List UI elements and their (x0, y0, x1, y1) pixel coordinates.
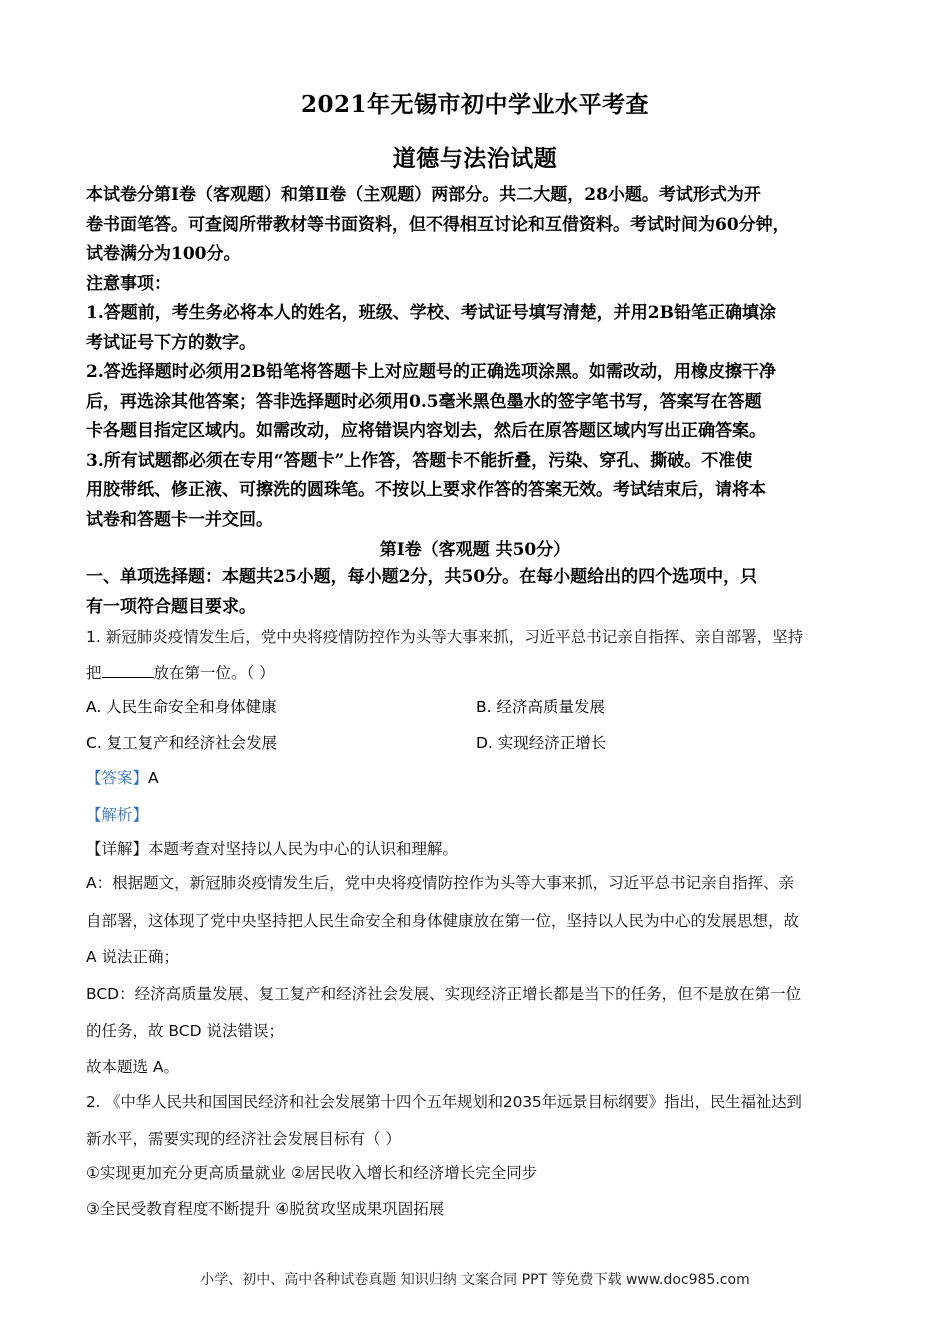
q2-stem-line2: 新水平，需要实现的经济社会发展目标有（ ） (86, 1130, 401, 1148)
q1-option-a: A. 人民生命安全和身体健康 (86, 698, 277, 716)
part-instructions (86, 563, 866, 622)
page-footer: 小学、初中、高中各种试卷真题 知识归纳 文案合同 PPT 等免费下载 www.doc985.com (200, 1272, 750, 1288)
q1-option-c: C. 复工复产和经济社会发展 (86, 734, 278, 752)
intro-block (86, 181, 866, 535)
exam-title: 2021年无锡市初中学业水平考查 (300, 91, 649, 118)
notice-item: 考试证号下方的数字。 (86, 332, 256, 353)
intro-line: 卷书面笔答。可查阅所带教材等书面资料，但不得相互讨论和互借资料。考试时间为60分钟， (86, 214, 790, 235)
part-line: 有一项符合题目要求。 (86, 596, 256, 617)
q1-option-b: B. 经济高质量发展 (476, 698, 605, 716)
q1-stem-post: 放在第一位。（ ） (153, 664, 275, 682)
notice-item: 用胶带纸、修正液、可擦洗的圆珠笔。不按以上要求作答的答案无效。考试结束后，请将本 (86, 480, 766, 500)
detail-line: 【详解】本题考查对坚持以人民为中心的认识和理解。 (86, 840, 459, 858)
q2-items-line1: ①实现更加充分更高质量就业 ②居民收入增长和经济增长完全同步 (86, 1164, 538, 1182)
q1-option-d: D. 实现经济正增长 (476, 734, 607, 752)
intro-line: 试卷满分为100分。 (86, 244, 241, 264)
notice-item: 1.答题前，考生务必将本人的姓名，班级、学校、考试证号填写清楚，并用2B铅笔正确填涂 (86, 303, 776, 323)
intro-line: 本试卷分第Ⅰ卷（客观题）和第Ⅱ卷（主观题）两部分。共二大题，28小题。考试形式为开 (86, 185, 761, 205)
explanation-line: 自部署，这体现了党中央坚持把人民生命安全和身体健康放在第一位，坚持以人民为中心的发展思想，故 (86, 912, 800, 930)
q1-stem-line1: 1. 新冠肺炎疫情发生后，党中央将疫情防控作为头等大事来抓，习近平总书记亲自指挥、亲自部署，坚持 (86, 628, 804, 646)
exam-subtitle: 道德与法治试题 (392, 145, 558, 172)
explanation-line: A 说法正确； (86, 948, 180, 966)
explanation-line: 的任务，故 BCD 说法错误； (86, 1022, 284, 1040)
analysis-label: 【解析】 (86, 806, 149, 824)
part-line: 一、单项选择题：本题共25小题，每小题2分，共50分。在每小题给出的四个选项中，只 (86, 567, 758, 587)
q1-stem-pre: 把 (86, 664, 102, 682)
notice-title: 注意事项： (86, 273, 171, 294)
q2-stem-line1: 2. 《中华人民共和国国民经济和社会发展第十四个五年规划和2035年远景目标纲要》指出，民生福祉达到 (86, 1093, 802, 1111)
notice-item: 3.所有试题都必须在专用“答题卡”上作答，答题卡不能折叠，污染、穿孔、撕破。不准使 (86, 450, 753, 471)
section-title: 第Ⅰ卷（客观题 共50分） (379, 540, 571, 560)
q1-stem-line2 (86, 661, 866, 683)
answer-label: 【答案】 (86, 769, 149, 787)
notice-item: 后，再选涂其他答案；答非选择题时必须用0.5毫米黑色墨水的签字笔书写，答案写在答题 (86, 391, 762, 412)
q2-items-line2: ③全民受教育程度不断提升 ④脱贫攻坚成果巩固拓展 (86, 1200, 445, 1218)
explanation-line: BCD：经济高质量发展、复工复产和经济社会发展、实现经济正增长都是当下的任务，但不是放在第一位 (86, 985, 802, 1003)
answer-value: A (148, 769, 159, 787)
q1-answer (86, 766, 159, 788)
conclusion-line: 故本题选 A。 (86, 1058, 180, 1076)
notice-item: 2.答选择题时必须用2B铅笔将答题卡上对应题号的正确选项涂黑。如需改动，用橡皮擦干净 (86, 362, 776, 382)
notice-item: 卡各题目指定区域内。如需改动，应将错误内容划去，然后在原答题区域内写出正确答案。 (86, 421, 766, 441)
explanation-line: A：根据题文，新冠肺炎疫情发生后，党中央将疫情防控作为头等大事来抓，习近平总书记亲自指挥、亲 (86, 874, 795, 892)
notice-item: 试卷和答题卡一并交回。 (86, 509, 273, 530)
answer-blank (102, 663, 154, 678)
